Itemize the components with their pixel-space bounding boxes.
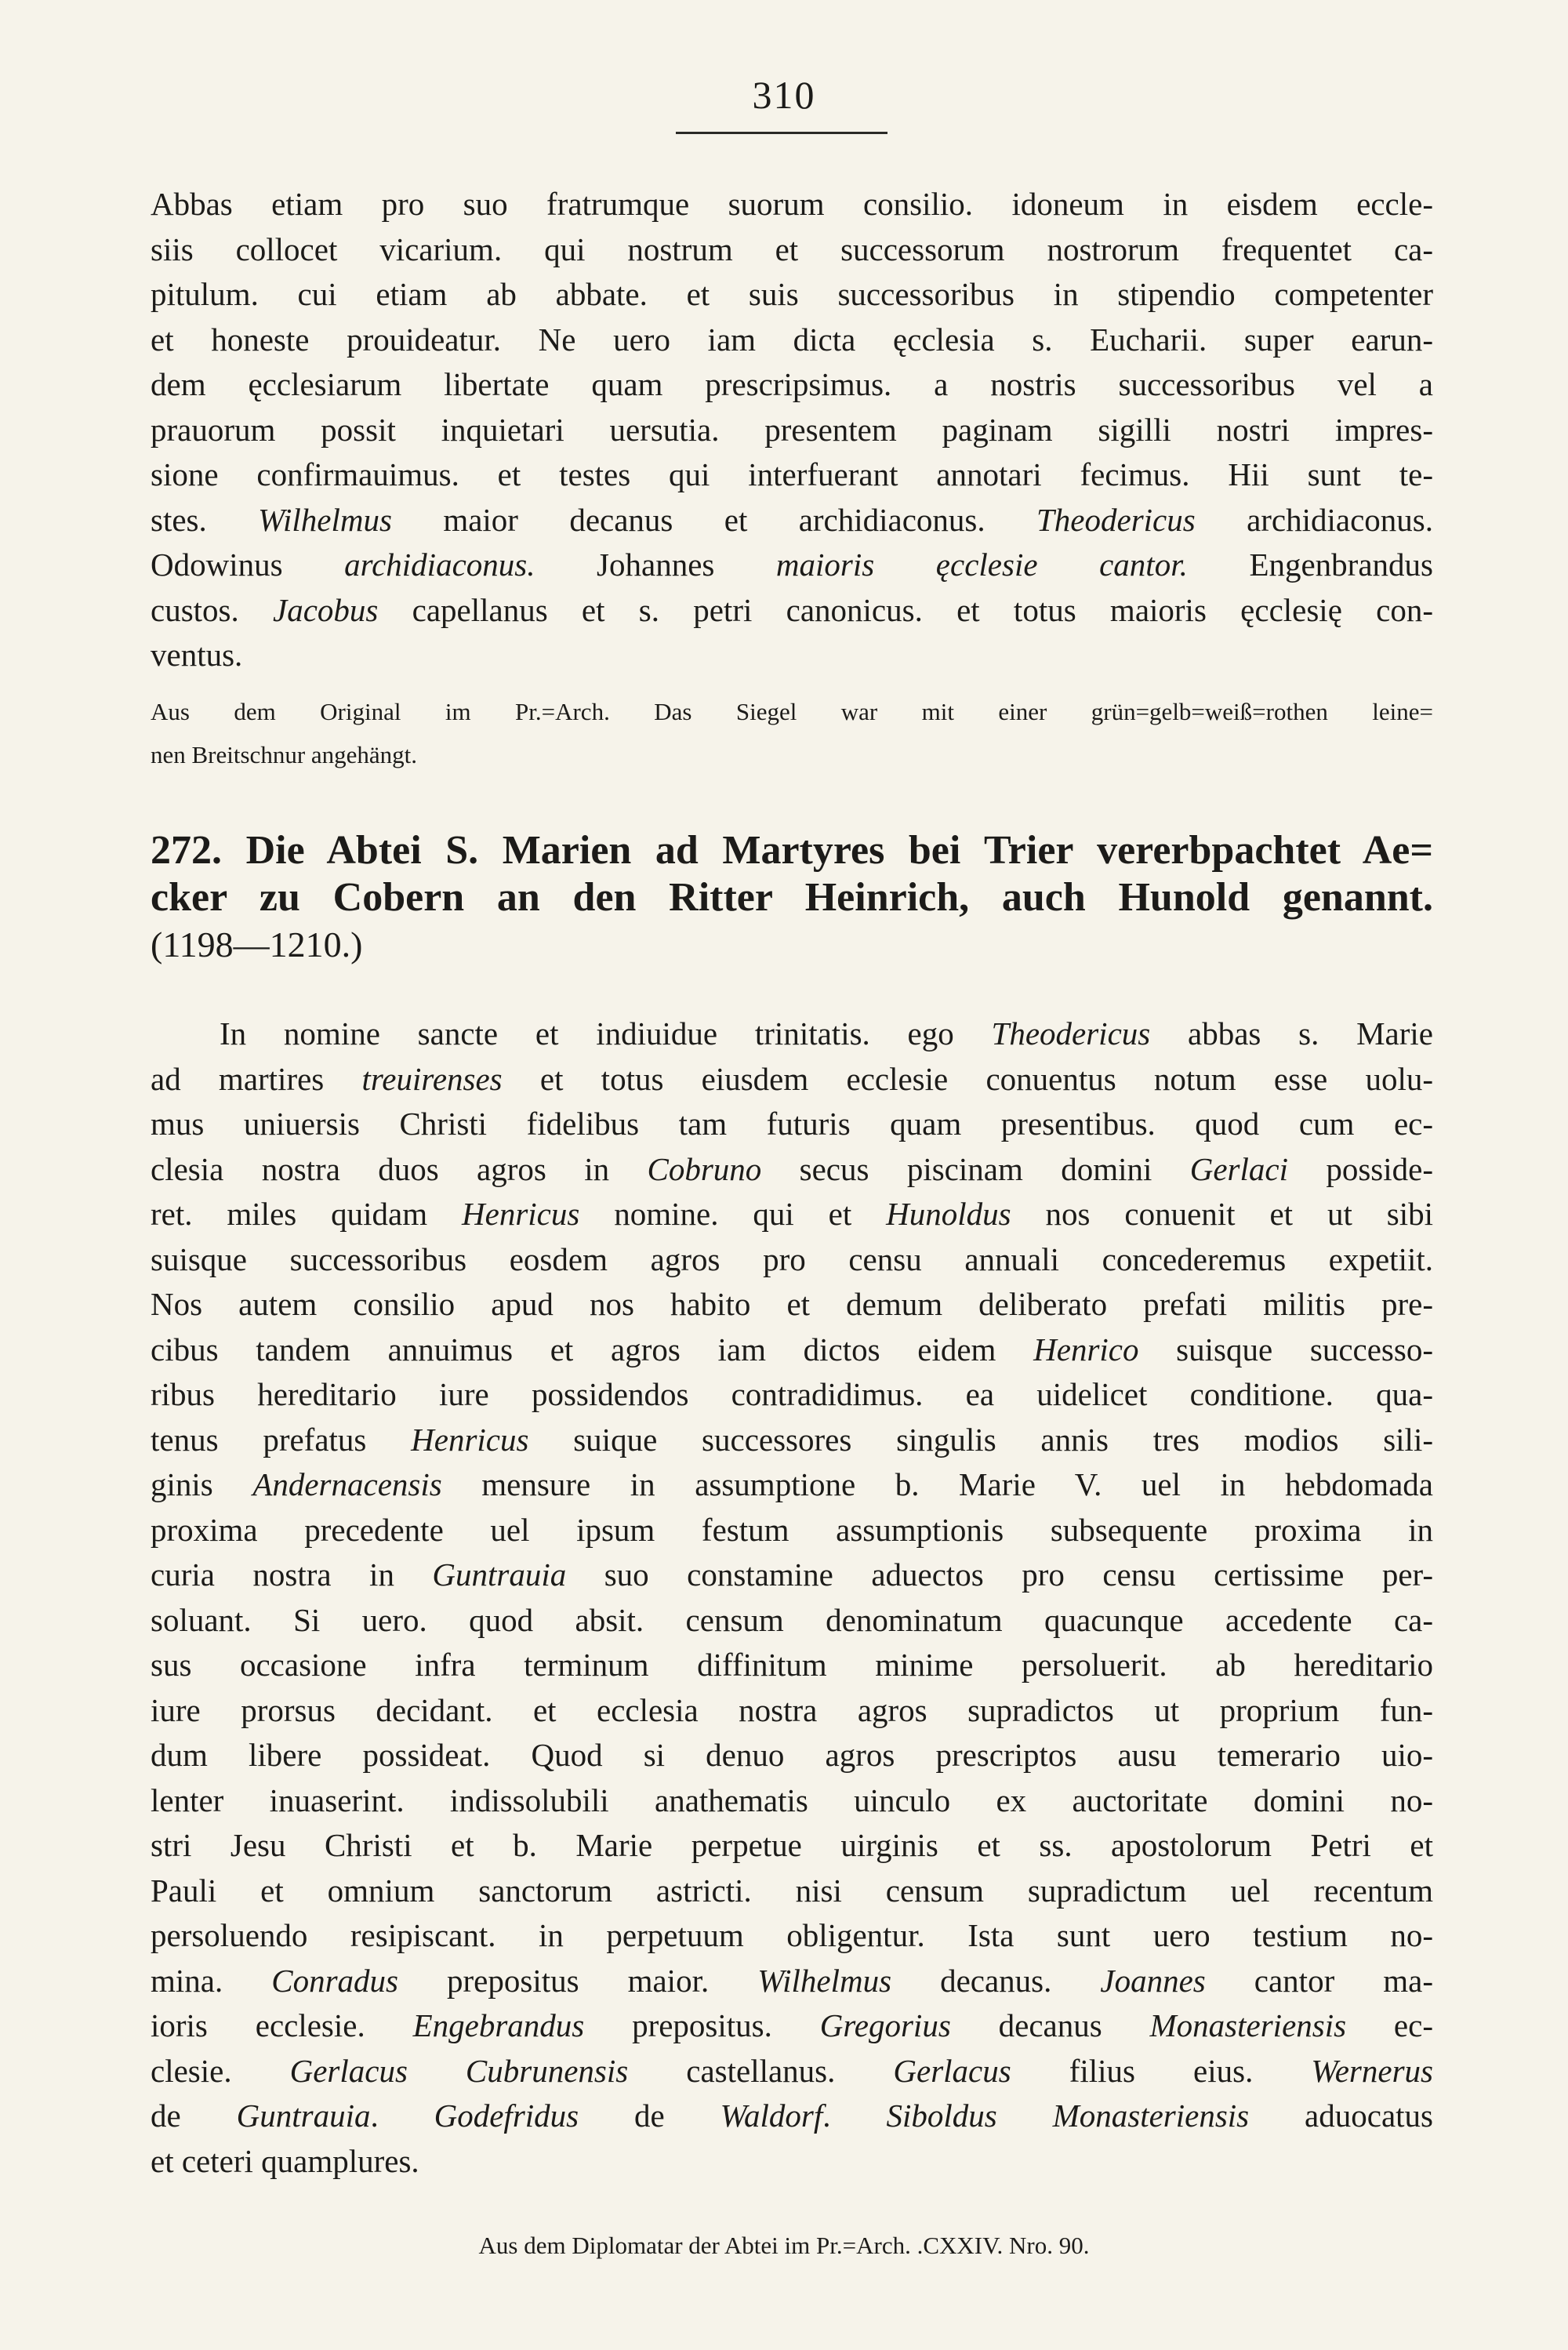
italic-name: Gregorius (819, 2007, 951, 2043)
text-line (151, 362, 1433, 408)
text-segment: suique successores singulis annis tres modios sili- (528, 1421, 1433, 1458)
text-segment: ginis (151, 1466, 253, 1502)
text-line (151, 1688, 1433, 1734)
text-line (151, 1328, 1433, 1373)
italic-name: Henricus (411, 1421, 529, 1458)
text-segment: et honeste prouideatur. Ne uero iam dicta ęcclesia s. Eucharii. super earun- (151, 321, 1433, 358)
italic-name: Godefridus (434, 2098, 579, 2134)
italic-name: Waldorf (720, 2098, 823, 2134)
footnote-diplomatar: Aus dem Diplomatar der Abtei im Pr.=Arch. .CXXIV. Nro. 90. (478, 2232, 1090, 2259)
italic-name: Engebrandus (412, 2007, 585, 2043)
page-number-rule (676, 132, 887, 134)
italic-name: Theodericus (991, 1015, 1151, 1052)
text-segment: suisque successoribus eosdem agros pro censu annuali concederemus expetiit. (151, 1240, 1433, 1277)
text-segment: Odowinus (151, 547, 283, 583)
text-line (151, 452, 1433, 498)
text-segment: Abbas etiam pro suo fratrumque suorum consilio. idoneum in eisdem eccle- (151, 186, 1433, 222)
italic-name: Guntrauia (432, 1556, 567, 1593)
text-segment: archidiaconus. (1195, 501, 1434, 538)
italic-name: Gerlacus Cubrunensis (289, 2052, 629, 2089)
italic-name: Gerlacus (893, 2052, 1011, 2089)
text-line (151, 2003, 1433, 2049)
footnote-line: Aus dem Original im Pr.=Arch. Das Siegel war mit einer grün=gelb=weiß=rothen leine= (151, 698, 1433, 725)
text-segment: Nos autem consilio apud nos habito et demum deliberato prefati militis pre- (151, 1286, 1433, 1322)
text-segment: In nomine sancte et indiuidue trinitatis. ego (220, 1015, 992, 1052)
text-segment: lenter inuaserint. indissolubili anathematis uinculo ex auctoritate domini no- (151, 1782, 1433, 1818)
text-line (151, 2049, 1433, 2094)
italic-name: Gerlaci (1189, 1150, 1288, 1187)
text-segment: decanus (950, 2007, 1150, 2043)
text-segment: prauorum possit inquietari uersutia. presentem paginam sigilli nostri impres- (151, 411, 1433, 448)
italic-name: treuirenses (361, 1060, 503, 1097)
text-line (151, 1462, 1433, 1508)
text-segment: ioris ecclesie. (151, 2007, 413, 2043)
text-segment: et totus eiusdem ecclesie conuentus notum esse uolu- (502, 1060, 1434, 1097)
text-line (151, 1282, 1433, 1328)
text-line (151, 1147, 1433, 1193)
text-segment: curia nostra in (151, 1556, 433, 1593)
text-segment: prepositus. (584, 2007, 820, 2043)
document-heading (151, 827, 1433, 968)
italic-name: Henricus (462, 1196, 580, 1232)
text-segment: castellanus. (628, 2052, 894, 2089)
text-segment: nos conuenit et ut sibi (1011, 1196, 1433, 1232)
text-segment: decanus. (891, 1962, 1101, 1999)
italic-name: Theodericus (1036, 501, 1196, 538)
text-line (151, 318, 1433, 363)
text-segment: secus piscinam domini (761, 1150, 1190, 1187)
text-segment: mensure in assumptione b. Marie V. uel in hebdomada (441, 1466, 1433, 1502)
text-segment: persoluendo resipiscant. in perpetuum obligentur. Ista sunt uero testium no- (151, 1917, 1433, 1953)
document-body (151, 1012, 1433, 2184)
italic-name: Henrico (1033, 1331, 1139, 1368)
text-segment: Engenbrandus (1249, 547, 1433, 583)
page-number: 310 (752, 73, 816, 117)
text-line (151, 1102, 1433, 1147)
text-line (151, 588, 1433, 634)
italic-name: archidiaconus. (282, 547, 597, 583)
text-segment: capellanus et s. petri canonicus. et totus maioris ęcclesię con- (378, 591, 1434, 628)
text-line (151, 1959, 1433, 2004)
italic-name: Siboldus Monasteriensis (886, 2098, 1250, 2134)
text-line (151, 1237, 1433, 1283)
text-line (151, 1508, 1433, 1553)
italic-name: Jacobus (273, 591, 379, 628)
heading-title-1: Die Abtei S. Marien ad Martyres bei Trier vererbpachtet Ae= (245, 828, 1433, 873)
italic-name: Andernacensis (252, 1466, 442, 1502)
text-segment: sus occasione infra terminum diffinitum minime persoluerit. ab hereditario (151, 1647, 1433, 1683)
text-segment: ec- (1346, 2007, 1433, 2043)
text-line (151, 633, 1433, 678)
text-segment: mus uniuersis Christi fidelibus tam futuris quam presentibus. quod cum ec- (151, 1106, 1433, 1142)
text-segment: custos. (151, 591, 274, 628)
text-segment: stes. (151, 501, 259, 538)
text-segment: ribus hereditario iure possidendos contradidimus. ea uidelicet conditione. qua- (151, 1376, 1433, 1412)
text-line (151, 227, 1433, 273)
top-section (151, 182, 1433, 678)
text-segment: proxima precedente uel ipsum festum assumptionis subsequente proxima in (151, 1511, 1433, 1548)
text-line (151, 182, 1433, 227)
text-segment: filius eius. (1011, 2052, 1312, 2089)
italic-name: Hunoldus (886, 1196, 1011, 1232)
text-line (151, 1372, 1433, 1418)
text-line (151, 1643, 1433, 1688)
text-line (151, 1012, 1433, 1057)
text-segment: tenus prefatus (151, 1421, 412, 1458)
text-line (151, 1778, 1433, 1824)
text-segment: et ceteri quamplures. (151, 2142, 419, 2179)
text-line (151, 1913, 1433, 1959)
italic-name: Wilhelmus (258, 501, 392, 538)
text-line (151, 1869, 1433, 1914)
text-line (151, 1057, 1433, 1102)
text-segment: ventus. (151, 637, 243, 673)
text-segment: ad martires (151, 1060, 362, 1097)
italic-name: Monasteriensis (1149, 2007, 1347, 2043)
text-segment: clesie. (151, 2052, 290, 2089)
text-line (151, 498, 1433, 543)
text-line (151, 2139, 1433, 2185)
italic-name: Wilhelmus (757, 1962, 892, 1999)
text-segment: maior decanus et archidiaconus. (391, 501, 1036, 538)
text-segment: soluant. Si uero. quod absit. censum denominatum quacunque accedente ca- (151, 1601, 1433, 1638)
heading-line-1 (151, 827, 1433, 874)
italic-name: maioris ęcclesie cantor. (714, 547, 1250, 583)
text-line (151, 272, 1433, 318)
text-segment: abbas s. Marie (1150, 1015, 1433, 1052)
footnote-original (151, 690, 1433, 776)
text-line (151, 543, 1433, 588)
text-segment: de (151, 2098, 237, 2134)
italic-name: Wernerus (1311, 2052, 1433, 2089)
text-segment: posside- (1287, 1150, 1433, 1187)
text-line (151, 1553, 1433, 1598)
text-segment: pitulum. cui etiam ab abbate. et suis successoribus in stipendio competenter (151, 276, 1433, 312)
text-line (151, 1192, 1433, 1237)
text-segment: clesia nostra duos agros in (151, 1150, 648, 1187)
text-segment: aduocatus (1249, 2098, 1433, 2134)
text-segment: . (822, 2098, 887, 2134)
text-segment: mina. (151, 1962, 272, 1999)
text-line (151, 1823, 1433, 1869)
text-segment: dem ęcclesiarum libertate quam prescripsimus. a nostris successoribus vel a (151, 366, 1433, 402)
text-segment: cibus tandem annuimus et agros iam dictos eidem (151, 1331, 1034, 1368)
heading-title-2: cker zu Cobern an den Ritter Heinrich, auch Hunold genannt. (151, 875, 1433, 920)
text-segment: suisque successo- (1138, 1331, 1433, 1368)
italic-name: Guntrauia (236, 2098, 371, 2134)
text-segment: nomine. qui et (579, 1196, 887, 1232)
italic-name: Cobruno (647, 1150, 762, 1187)
text-segment: . (370, 2098, 434, 2134)
text-segment: Johannes (597, 547, 715, 583)
document-number: 272. (151, 828, 222, 873)
italic-name: Joannes (1100, 1962, 1206, 1999)
text-segment: de (579, 2098, 720, 2134)
text-segment: Pauli et omnium sanctorum astricti. nisi censum supradictum uel recentum (151, 1872, 1433, 1909)
text-segment: stri Jesu Christi et b. Marie perpetue uirginis et ss. apostolorum Petri et (151, 1827, 1433, 1863)
text-line (151, 1598, 1433, 1644)
text-segment: prepositus maior. (398, 1962, 758, 1999)
text-segment: cantor ma- (1205, 1962, 1433, 1999)
text-line (151, 1733, 1433, 1778)
text-line (151, 2094, 1433, 2139)
text-segment: sione confirmauimus. et testes qui interfuerant annotari fecimus. Hii sunt te- (151, 456, 1433, 492)
document-date: (1198—1210.) (151, 924, 363, 964)
italic-name: Conradus (271, 1962, 399, 1999)
text-line (151, 408, 1433, 453)
text-segment: iure prorsus decidant. et ecclesia nostra agros supradictos ut proprium fun- (151, 1691, 1433, 1728)
text-line (151, 1418, 1433, 1463)
text-segment: ret. miles quidam (151, 1196, 463, 1232)
text-segment: suo constamine aduectos pro censu certissime per- (566, 1556, 1433, 1593)
text-segment: siis collocet vicarium. qui nostrum et successorum nostrorum frequentet ca- (151, 231, 1433, 267)
footnote-line: nen Breitschnur angehängt. (151, 741, 418, 768)
text-segment: dum libere possideat. Quod si denuo agros prescriptos ausu temerario uio- (151, 1737, 1433, 1773)
